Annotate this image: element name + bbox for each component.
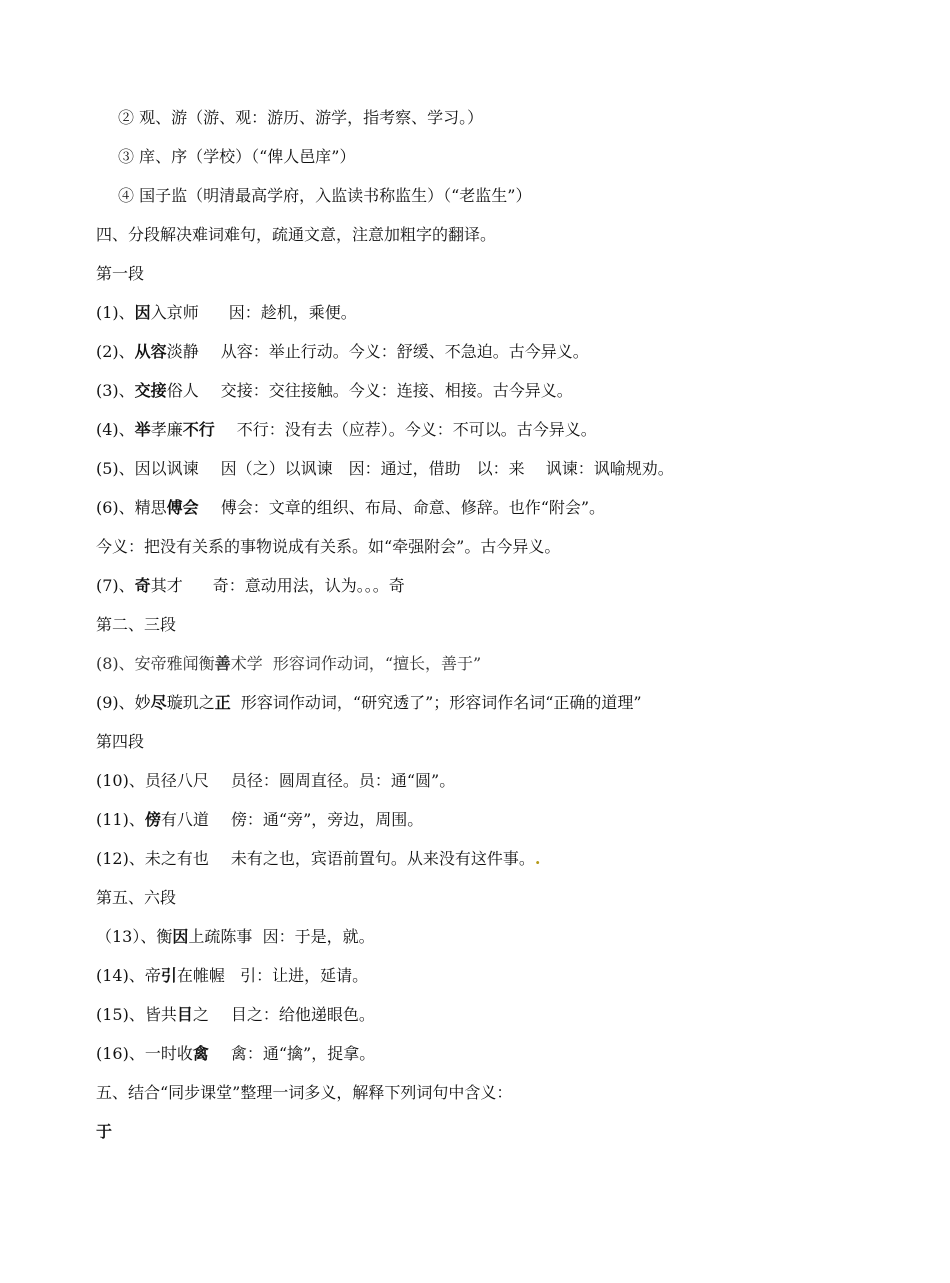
entry-7: (7)、奇其才 奇：意动用法，认为。。。奇 [96,576,405,595]
entry-6: (6)、精思傅会 傅会：文章的组织、布局、命意、修辞。也作“附会”。 [96,498,606,517]
entry-note: 形容词作动词，“擅长，善于” [272,654,482,673]
entry-note: 傅会：文章的组织、布局、命意、修辞。也作“附会”。 [220,498,606,517]
section-four-title: 四、分段解决难词难句，疏通文意，注意加粗字的翻译。 [96,225,497,244]
bold-word: 傍 [144,810,161,829]
entry-note: 因：趁机，乘便。 [228,303,357,322]
entry-15: (15)、皆共目之 目之：给他递眼色。 [96,1005,375,1024]
entry-note: 目之：给他递眼色。 [230,1005,375,1024]
entry-note: 傍：通“旁”，旁边，周围。 [230,810,424,829]
bold-word: 交接 [134,381,167,400]
bold-word: 不行 [182,420,215,439]
paragraph-heading-5-6: 第五、六段 [96,888,177,907]
entry-12: (12)、未之有也 未有之也，宾语前置句。从来没有这件事。. [96,849,541,868]
entry-16: (16)、一时收禽 禽：通“擒”，捉拿。 [96,1044,376,1063]
entry-9: (9)、妙尽璇玑之正 形容词作动词，“研究透了”；形容词作名词“正确的道理” [96,693,642,712]
entry-note: 交接：交往接触。今义：连接、相接。古今异义。 [220,381,573,400]
entry-2: (2)、从容淡静 从容：举止行动。今义：舒缓、不急迫。古今异义。 [96,342,589,361]
bold-word: 因 [134,303,151,322]
entry-note: 从容：举止行动。今义：舒缓、不急迫。古今异义。 [220,342,589,361]
entry-3: (3)、交接俗人 交接：交往接触。今义：连接、相接。古今异义。 [96,381,573,400]
bold-word: 傅会 [166,498,199,517]
entry-13: （13）、衡因上疏陈事 因：于是，就。 [96,927,375,946]
entry-10: (10)、员径八尺 员径：圆周直径。员：通“圆”。 [96,771,456,790]
entry-6-continued: 今义：把没有关系的事物说成有关系。如“牵强附会”。古今异义。 [96,537,561,556]
item-guozijian: ④ 国子监（明清最高学府，入监读书称监生）（“老监生”） [118,186,532,205]
entry-1: (1)、因入京师 因：趁机，乘便。 [96,303,357,322]
entry-note: 引：让进，延请。 [240,966,369,985]
entry-note: 不行：没有去（应荐）。今义：不可以。古今异义。 [236,420,597,439]
entry-note: 形容词作动词，“研究透了”；形容词作名词“正确的道理” [240,693,642,712]
entry-note: 禽：通“擒”，捉拿。 [230,1044,376,1063]
entry-14: (14)、帝引在帷幄 引：让进，延请。 [96,966,369,985]
bold-word: 引 [160,966,177,985]
entry-4: (4)、举孝廉不行 不行：没有去（应荐）。今义：不可以。古今异义。 [96,420,597,439]
bold-word: 举 [134,420,151,439]
bold-word: 目 [176,1005,193,1024]
section-five-title: 五、结合“同步课堂”整理一词多义，解释下列词句中含义： [96,1083,513,1102]
bold-word: 禽 [192,1044,209,1063]
paragraph-heading-1: 第一段 [96,264,145,283]
entry-note: 未有之也，宾语前置句。从来没有这件事。 [230,849,535,868]
bold-word: 从容 [134,342,167,361]
entry-note: 员径：圆周直径。员：通“圆”。 [230,771,456,790]
paragraph-heading-2-3: 第二、三段 [96,615,177,634]
entry-8: (8)、安帝雅闻衡善术学 形容词作动词，“擅长，善于” [96,654,482,673]
bold-word: 正 [214,693,231,712]
entry-note: 奇：意动用法，认为。。。奇 [212,576,405,595]
word-heading-yu: 于 [96,1122,113,1141]
item-xiang-xu: ③ 庠、序（学校）（“俾人邑庠”） [118,147,356,166]
bold-word: 善 [214,654,231,673]
item-guan-you: ② 观、游（游、观：游历、游学，指考察、学习。） [118,108,484,127]
entry-note: 因：于是，就。 [262,927,375,946]
paragraph-heading-4: 第四段 [96,732,145,751]
bold-word: 尽 [150,693,167,712]
bold-word: 因 [172,927,189,946]
bold-word: 奇 [134,576,151,595]
entry-note: 因（之）以讽谏 因：通过，借助 以：来 讽谏：讽喻规劝。 [220,459,674,478]
entry-11: (11)、傍有八道 傍：通“旁”，旁边，周围。 [96,810,424,829]
entry-5: (5)、因以讽谏 因（之）以讽谏 因：通过，借助 以：来 讽谏：讽喻规劝。 [96,459,674,478]
highlight-dot: . [534,849,541,868]
